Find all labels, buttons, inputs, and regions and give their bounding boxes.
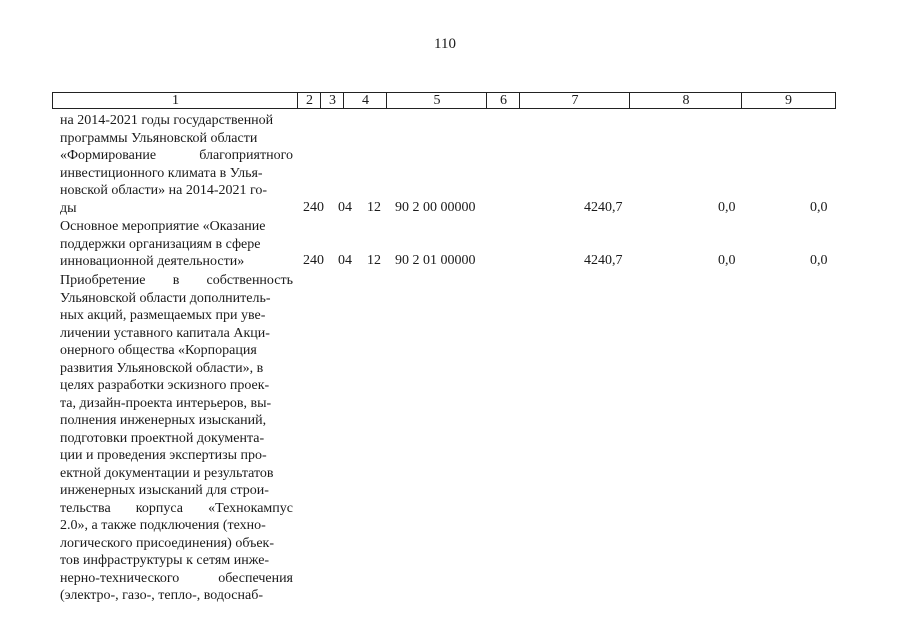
row-1-col-7: 4240,7 bbox=[584, 200, 623, 215]
row-2-col-5: 90 2 01 00000 bbox=[395, 253, 476, 268]
row-3-line: тов инфраструктуры к сетям инже- bbox=[60, 553, 270, 568]
row-3-line: та, дизайн-проекта интерьеров, вы- bbox=[60, 395, 272, 411]
row-2-col-7: 4240,7 bbox=[584, 253, 623, 268]
row-3-line: 2.0», а также подключения (техно- bbox=[60, 518, 266, 533]
row-2-col-9: 0,0 bbox=[810, 253, 828, 268]
row-3-line: ных акций, размещаемых при уве- bbox=[60, 308, 266, 323]
row-1-col-8: 0,0 bbox=[718, 200, 736, 215]
row-1-line: на 2014-2021 годы государственной bbox=[60, 113, 274, 128]
row-2-description bbox=[60, 218, 293, 271]
header-col-6: 6 bbox=[486, 92, 520, 109]
row-3-line: тельства корпуса «Технокампус bbox=[60, 500, 293, 516]
row-1-col-9: 0,0 bbox=[810, 200, 828, 215]
row-3-line: ектной документации и результатов bbox=[60, 465, 274, 481]
row-3-line: полнения инженерных изысканий, bbox=[60, 413, 267, 428]
row-1-line: «Формирование благоприятного bbox=[60, 148, 293, 163]
row-3-line: онерного общества «Корпорация bbox=[60, 343, 257, 358]
row-3-description bbox=[60, 272, 293, 605]
row-3-line: (электро-, газо-, тепло-, водоснаб- bbox=[60, 588, 264, 603]
row-2-col-3: 04 bbox=[338, 253, 352, 268]
row-1-line: инвестиционного климата в Улья- bbox=[60, 165, 263, 181]
row-2-col-2: 240 bbox=[303, 253, 324, 268]
row-3-line: развития Ульяновской области», в bbox=[60, 360, 264, 376]
row-3-line: нерно-технического обеспечения bbox=[60, 570, 293, 586]
row-3-line: целях разработки эскизного проек- bbox=[60, 378, 270, 393]
row-3-line: подготовки проектной документа- bbox=[60, 430, 265, 446]
row-3-line: личении уставного капитала Акци- bbox=[60, 325, 270, 341]
row-2-col-4: 12 bbox=[367, 253, 381, 268]
row-3-line: Ульяновской области дополнитель- bbox=[60, 290, 271, 306]
row-1-description bbox=[60, 112, 293, 217]
header-col-8: 8 bbox=[629, 92, 742, 109]
row-1-line: ды bbox=[60, 200, 77, 216]
row-3-line: Приобретение в собственность bbox=[60, 273, 293, 288]
row-3-line: инженерных изысканий для строи- bbox=[60, 483, 269, 498]
row-2-line: Основное мероприятие «Оказание bbox=[60, 219, 266, 234]
row-1-col-5: 90 2 00 00000 bbox=[395, 200, 476, 215]
row-2-col-8: 0,0 bbox=[718, 253, 736, 268]
row-1-col-4: 12 bbox=[367, 200, 381, 215]
row-1-col-2: 240 bbox=[303, 200, 324, 215]
row-1-line: программы Ульяновской области bbox=[60, 130, 258, 146]
header-col-2: 2 bbox=[297, 92, 321, 109]
row-2-line: инновационной деятельности» bbox=[60, 254, 245, 269]
row-3-line: ции и проведения экспертизы про- bbox=[60, 448, 267, 463]
row-2-line: поддержки организациям в сфере bbox=[60, 236, 261, 252]
header-col-9: 9 bbox=[741, 92, 836, 109]
header-col-1: 1 bbox=[52, 92, 298, 109]
header-col-5: 5 bbox=[386, 92, 487, 109]
header-col-4: 4 bbox=[343, 92, 387, 109]
row-1-line: новской области» на 2014-2021 го- bbox=[60, 183, 268, 198]
row-1-col-3: 04 bbox=[338, 200, 352, 215]
header-col-3: 3 bbox=[320, 92, 344, 109]
row-3-line: логического присоединения) объек- bbox=[60, 535, 275, 551]
page-number: 110 bbox=[434, 36, 456, 52]
header-col-7: 7 bbox=[519, 92, 630, 109]
